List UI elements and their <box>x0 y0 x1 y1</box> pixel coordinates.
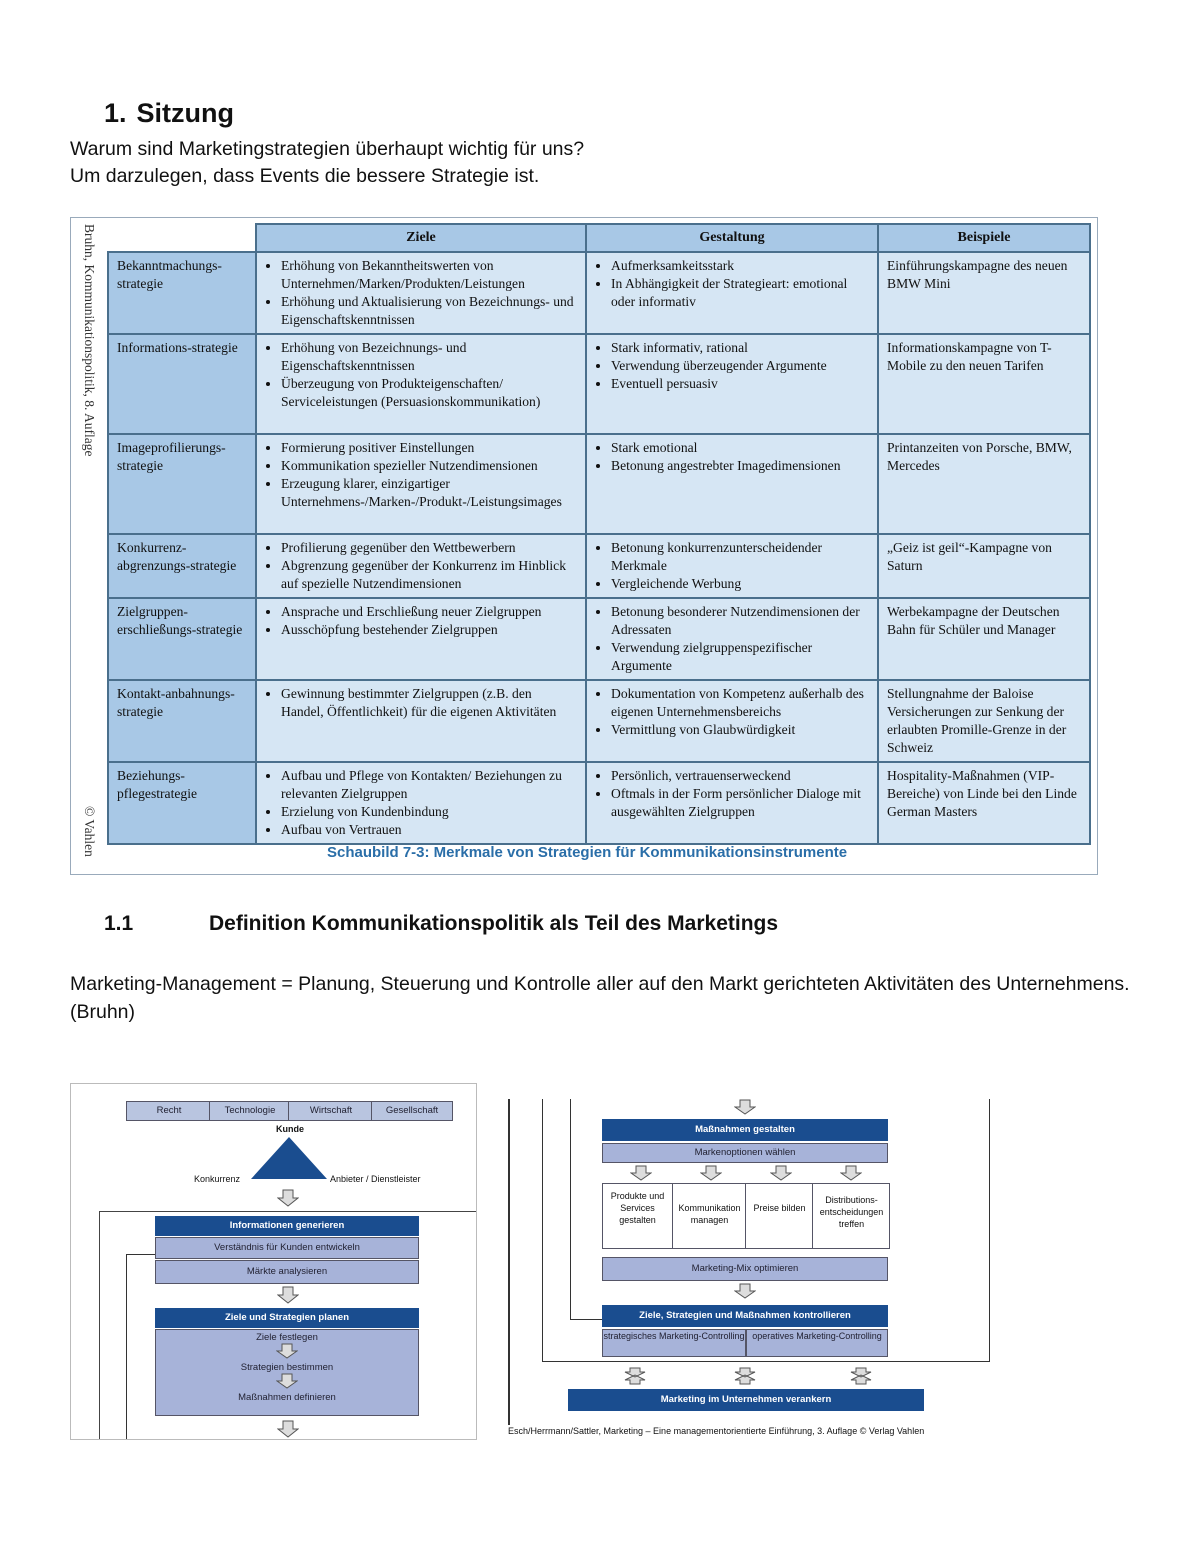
strategy-name: Zielgruppen-erschließungs-strategie <box>108 598 256 680</box>
env-wirtschaft: Wirtschaft <box>288 1101 374 1121</box>
strategy-ziele <box>256 434 586 534</box>
down-arrow-icon <box>276 1343 298 1359</box>
list-item: • Betonung angestrebter Imagedimensionen <box>611 457 869 475</box>
intro-text <box>70 136 584 190</box>
list-item: • In Abhängigkeit der Strategieart: emotional oder informativ <box>611 275 869 311</box>
figure-caption: Schaubild 7-3: Merkmale von Strategien für Kommunikationsinstrumente <box>327 844 848 861</box>
section-number: 1. <box>104 98 127 128</box>
controlling-operativ: operatives Marketing-Controlling <box>746 1329 888 1357</box>
updown-arrow-icon <box>848 1367 874 1385</box>
down-arrow-icon <box>734 1283 756 1299</box>
table-header-row <box>108 224 1090 252</box>
figure-side-source: Bruhn, Kommunikationspolitik, 8. Auflage <box>82 224 97 457</box>
env-technologie: Technologie <box>209 1101 291 1121</box>
strategy-gestaltung <box>586 252 878 334</box>
list-item: • Betonung besonderer Nutzendimensionen der Adressaten <box>611 603 869 639</box>
env-gesellschaft: Gesellschaft <box>371 1101 453 1121</box>
mix-col-distribution: Distributions-entscheidungen treffen <box>819 1195 884 1229</box>
controlling-strategisch: strategisches Marketing-Controlling <box>602 1329 746 1357</box>
strategy-ziele <box>256 762 586 844</box>
strategy-ziele <box>256 252 586 334</box>
ziele-item-3: Maßnahmen definieren <box>238 1392 336 1403</box>
list-item: • Vergleichende Werbung <box>611 575 869 593</box>
strategy-beispiele: Werbekampagne der Deutschen Bahn für Schüler und Manager <box>878 598 1090 680</box>
strategy-name: Bekanntmachungs-strategie <box>108 252 256 334</box>
list-item: • Kommunikation spezieller Nutzendimensionen <box>281 457 577 475</box>
list-item: • Stark emotional <box>611 439 869 457</box>
ziele-box <box>155 1329 419 1416</box>
down-arrow-icon <box>277 1286 299 1304</box>
updown-arrow-icon <box>622 1367 648 1385</box>
strategy-beispiele: Informationskampagne von T-Mobile zu den neuen Tarifen <box>878 334 1090 434</box>
strategy-gestaltung <box>586 434 878 534</box>
table-row <box>108 434 1090 534</box>
strategy-ziele <box>256 680 586 762</box>
strategy-gestaltung <box>586 680 878 762</box>
strategies-table <box>107 223 1091 845</box>
down-arrow-icon <box>770 1165 792 1181</box>
strategies-figure <box>70 217 1098 875</box>
strategy-ziele <box>256 334 586 434</box>
list-item: • Erhöhung von Bezeichnungs- und Eigenschaftskenntnissen <box>281 339 577 375</box>
mix-col-preise: Preise bilden <box>747 1184 813 1248</box>
mix-columns <box>602 1183 890 1249</box>
strategy-name: Informations-strategie <box>108 334 256 434</box>
env-recht: Recht <box>126 1101 212 1121</box>
strategy-gestaltung <box>586 598 878 680</box>
down-arrow-icon <box>276 1373 298 1389</box>
list-item: • Erzeugung klarer, einzigartiger Unternehmens-/Marken-/Produkt-/Leistungsimages <box>281 475 577 511</box>
list-item: • Stark informativ, rational <box>611 339 869 357</box>
info-title: Informationen generieren <box>155 1216 419 1236</box>
subsection-number: 1.1 <box>104 912 134 935</box>
strategy-name: Konkurrenz-abgrenzungs-strategie <box>108 534 256 598</box>
subsection-title: Definition Kommunikationspolitik als Teil des Marketings <box>209 912 779 935</box>
verankern-box: Marketing im Unternehmen verankern <box>568 1389 924 1411</box>
feedback-line <box>570 1319 602 1320</box>
list-item: • Aufmerksamkeitsstark <box>611 257 869 275</box>
mass-title: Maßnahmen gestalten <box>602 1119 888 1141</box>
down-arrow-icon <box>277 1189 299 1207</box>
strategy-gestaltung <box>586 534 878 598</box>
list-item: • Erhöhung und Aktualisierung von Bezeichnungs- und Eigenschaftskenntnissen <box>281 293 577 329</box>
figure-source: Esch/Herrmann/Sattler, Marketing – Eine managementorientierte Einführung, 3. Auflage © Verlag Vahlen <box>508 1426 925 1436</box>
table-row <box>108 598 1090 680</box>
list-item: • Abgrenzung gegenüber der Konkurrenz im Hinblick auf spezielle Nutzendimensionen <box>281 557 577 593</box>
strategy-beispiele: Stellungnahme der Baloise Versicherungen zur Senkung der erlaubten Promille-Grenze in der Schweiz <box>878 680 1090 762</box>
list-item: • Dokumentation von Kompetenz außerhalb des eigenen Unternehmensbereichs <box>611 685 869 721</box>
mix-col-kommunikation: Kommunikation managen <box>674 1184 746 1248</box>
list-item: • Ausschöpfung bestehender Zielgruppen <box>281 621 577 639</box>
mix-col-produkte: Produkte und Services gestalten <box>603 1184 673 1248</box>
ziele-item-1: Ziele festlegen <box>256 1332 318 1343</box>
strategy-gestaltung <box>586 762 878 844</box>
marketing-process-diagram-left <box>70 1083 477 1440</box>
info-item-1: Verständnis für Kunden entwickeln <box>155 1237 419 1259</box>
figure-side-publisher: © Vahlen <box>82 806 97 857</box>
section-title: Sitzung <box>136 98 235 128</box>
list-item: • Verwendung zielgruppenspezifischer Argumente <box>611 639 869 675</box>
list-item: • Aufbau von Vertrauen <box>281 821 577 839</box>
updown-arrow-icon <box>732 1367 758 1385</box>
list-item: • Gewinnung bestimmter Zielgruppen (z.B. den Handel, Öffentlichkeit) für die eigenen Aktivitäten <box>281 685 577 721</box>
down-arrow-icon <box>277 1420 299 1438</box>
table-row <box>108 534 1090 598</box>
strategy-name: Imageprofilierungs-strategie <box>108 434 256 534</box>
feedback-line <box>570 1099 571 1319</box>
list-item: • Persönlich, vertrauenserweckend <box>611 767 869 785</box>
table-row <box>108 334 1090 434</box>
list-item: • Ansprache und Erschließung neuer Zielgruppen <box>281 603 577 621</box>
strategy-gestaltung <box>586 334 878 434</box>
feedback-line <box>126 1254 157 1440</box>
mix-box: Marketing-Mix optimieren <box>602 1257 888 1281</box>
kunde-label: Kunde <box>276 1124 304 1134</box>
section-heading <box>104 98 234 129</box>
intro-line-2: Um darzulegen, dass Events die bessere Strategie ist. <box>70 165 540 187</box>
kontrolle-title: Ziele, Strategien und Maßnahmen kontrollieren <box>602 1305 888 1327</box>
list-item: • Aufbau und Pflege von Kontakten/ Beziehungen zu relevanten Zielgruppen <box>281 767 577 803</box>
list-item: • Vermittlung von Glaubwürdigkeit <box>611 721 869 739</box>
list-item: • Erzielung von Kundenbindung <box>281 803 577 821</box>
list-item: • Profilierung gegenüber den Wettbewerbern <box>281 539 577 557</box>
strategy-beispiele: „Geiz ist geil“-Kampagne von Saturn <box>878 534 1090 598</box>
table-row <box>108 680 1090 762</box>
list-item: • Formierung positiver Einstellungen <box>281 439 577 457</box>
strategy-ziele <box>256 534 586 598</box>
list-item: • Verwendung überzeugender Argumente <box>611 357 869 375</box>
list-item: • Erhöhung von Bekanntheitswerten von Unternehmen/Marken/Produkten/Leistungen <box>281 257 577 293</box>
marketing-process-diagram-right <box>508 1083 998 1453</box>
header-gestaltung: Gestaltung <box>586 224 878 252</box>
ziele-title: Ziele und Strategien planen <box>155 1308 419 1328</box>
info-item-2: Märkte analysieren <box>155 1260 419 1284</box>
down-arrow-icon <box>840 1165 862 1181</box>
strategy-ziele <box>256 598 586 680</box>
definition-text: Marketing-Management = Planung, Steuerung und Kontrolle aller auf den Markt gerichteten Aktivitäten des Unternehmens. (Bruhn) <box>70 973 1130 1023</box>
header-beispiele: Beispiele <box>878 224 1090 252</box>
marken-box: Markenoptionen wählen <box>602 1143 888 1163</box>
strategy-beispiele: Printanzeiten von Porsche, BMW, Mercedes <box>878 434 1090 534</box>
anbieter-label: Anbieter / Dienstleister <box>330 1174 421 1184</box>
down-arrow-icon <box>700 1165 722 1181</box>
strategy-name: Beziehungs-pflegestrategie <box>108 762 256 844</box>
list-item: • Überzeugung von Produkteigenschaften/ Serviceleistungen (Persuasionskommunikation) <box>281 375 577 411</box>
list-item: • Betonung konkurrenzunterscheidender Merkmale <box>611 539 869 575</box>
intro-line-1: Warum sind Marketingstrategien überhaupt wichtig für uns? <box>70 138 585 160</box>
strategy-name: Kontakt-anbahnungs-strategie <box>108 680 256 762</box>
strategy-beispiele: Hospitality-Maßnahmen (VIP-Bereiche) von Linde bei den Linde German Masters <box>878 762 1090 844</box>
market-triangle <box>249 1135 329 1181</box>
header-ziele: Ziele <box>256 224 586 252</box>
down-arrow-icon <box>630 1165 652 1181</box>
strategy-beispiele: Einführungskampagne des neuen BMW Mini <box>878 252 1090 334</box>
table-row <box>108 762 1090 844</box>
ziele-item-2: Strategien bestimmen <box>240 1362 334 1373</box>
list-item: • Eventuell persuasiv <box>611 375 869 393</box>
down-arrow-icon <box>734 1099 756 1115</box>
header-blank <box>108 224 256 252</box>
list-item: • Oftmals in der Form persönlicher Dialoge mit ausgewählten Zielgruppen <box>611 785 869 821</box>
table-row <box>108 252 1090 334</box>
konkurrenz-label: Konkurrenz <box>194 1174 241 1184</box>
frame-left-line <box>508 1099 510 1425</box>
